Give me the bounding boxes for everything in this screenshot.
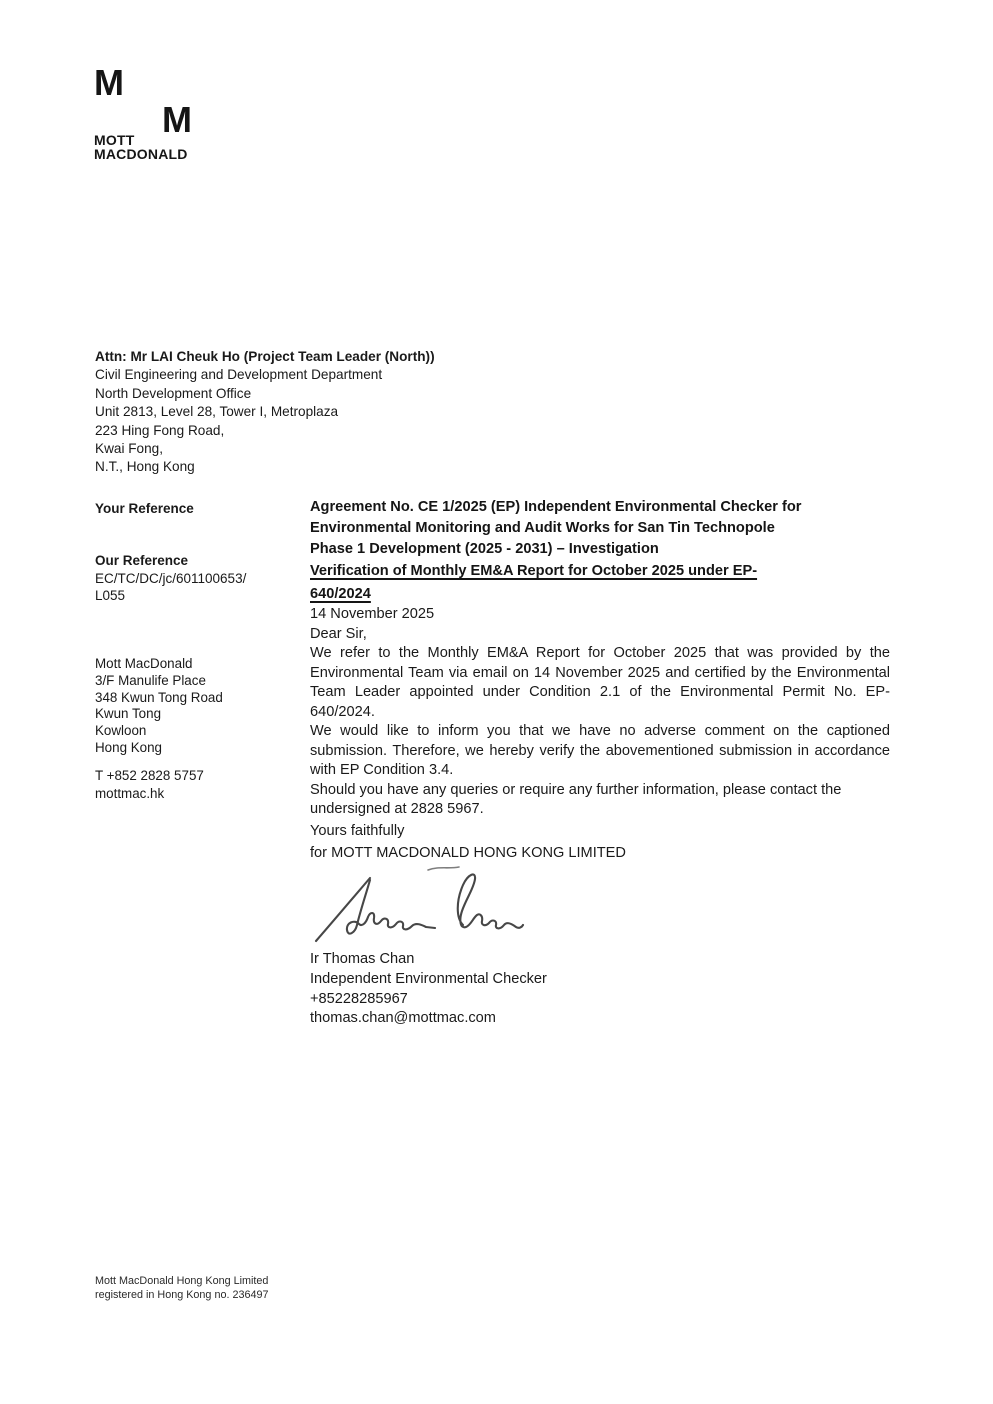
handwritten-signature: [310, 864, 890, 949]
sender-address-line: Mott MacDonald: [95, 656, 193, 671]
recipient-address-line: Kwai Fong,: [95, 441, 164, 457]
logo-wordmark-line1: MOTT: [94, 132, 135, 148]
body-paragraph-1: We refer to the Monthly EM&A Report for October 2025 that was provided by the Environmental Team via email on 14 November 2025 and certified by the Environmental Team Leader appointed under Condition 2.1 of the Environmental Permit No. EP-640/2024.: [310, 645, 890, 720]
signature-image: [310, 864, 525, 949]
recipient-address-line: North Development Office: [95, 385, 252, 401]
body-paragraph-3: Should you have any queries or require any further information, please contact the undersigned at 2828 5967.: [310, 781, 842, 817]
our-reference-value: EC/TC/DC/jc/601100653/: [95, 570, 247, 586]
logo-wordmark-line2: MACDONALD: [94, 146, 188, 162]
recipient-address-line: Civil Engineering and Development Department: [95, 367, 383, 383]
sender-address-line: Kwun Tong: [95, 706, 162, 722]
signatory-title: Independent Environmental Checker: [310, 970, 547, 987]
letter-body-column: [310, 497, 890, 1028]
sender-address-line: Kowloon: [95, 723, 147, 739]
signatory-block: [310, 949, 890, 1009]
sender-address-line: 348 Kwun Tong Road: [95, 689, 223, 705]
signatory-email: thomas.chan@mottmac.com: [310, 1009, 496, 1026]
subject-line: Phase 1 Development (2025 - 2031) – Investigation: [310, 541, 659, 557]
our-reference-label: Our Reference: [95, 553, 189, 568]
footer-registration: [95, 1274, 268, 1302]
recipient-address-line: Unit 2813, Level 28, Tower I, Metroplaza: [95, 404, 339, 420]
signatory-name: Ir Thomas Chan: [310, 950, 415, 967]
sender-contact-block: [95, 767, 204, 802]
logo-m-icon: M: [162, 99, 191, 140]
sender-address-line: Hong Kong: [95, 739, 163, 755]
recipient-attn-line: Attn: Mr LAI Cheuk Ho (Project Team Leader (North)): [95, 349, 435, 364]
verification-heading-line: Verification of Monthly EM&A Report for October 2025 under EP-: [310, 563, 758, 579]
body-paragraph-2: We would like to inform you that we have no adverse comment on the captioned submission. Therefore, we hereby verify the abovementioned submission in accordance with EP Condition 3.4.: [310, 723, 890, 778]
footer-line: registered in Hong Kong no. 236497: [95, 1289, 269, 1301]
our-reference-value: L055: [95, 588, 126, 603]
salutation: Dear Sir,: [310, 625, 367, 642]
sender-address-line: 3/F Manulife Place: [95, 672, 206, 688]
footer-line: Mott MacDonald Hong Kong Limited: [95, 1275, 269, 1287]
recipient-address-block: [95, 348, 565, 477]
letter-date: 14 November 2025: [310, 606, 435, 622]
mott-macdonald-logo: [94, 62, 214, 166]
recipient-address-line: 223 Hing Fong Road,: [95, 422, 225, 438]
sender-website: mottmac.hk: [95, 785, 165, 801]
signatory-phone: +85228285967: [310, 990, 408, 1007]
sender-address-block: [95, 656, 223, 757]
sender-phone: T +852 2828 5757: [95, 768, 204, 783]
subject-agreement-title: [310, 497, 890, 560]
verification-heading: [310, 560, 890, 605]
verification-heading-line: 640/2024: [310, 585, 371, 602]
our-reference-block: [95, 552, 295, 605]
subject-line: Agreement No. CE 1/2025 (EP) Independent Environmental Checker for: [310, 499, 802, 515]
recipient-address-line: N.T., Hong Kong: [95, 459, 195, 475]
closing-block: [310, 820, 890, 864]
subject-line: Environmental Monitoring and Audit Works for San Tin Technopole: [310, 520, 775, 536]
closing-line: Yours faithfully: [310, 822, 405, 839]
logo-m-icon: M: [94, 62, 123, 103]
closing-company-line: for MOTT MACDONALD HONG KONG LIMITED: [310, 844, 626, 861]
your-reference-label: Your Reference: [95, 501, 194, 516]
